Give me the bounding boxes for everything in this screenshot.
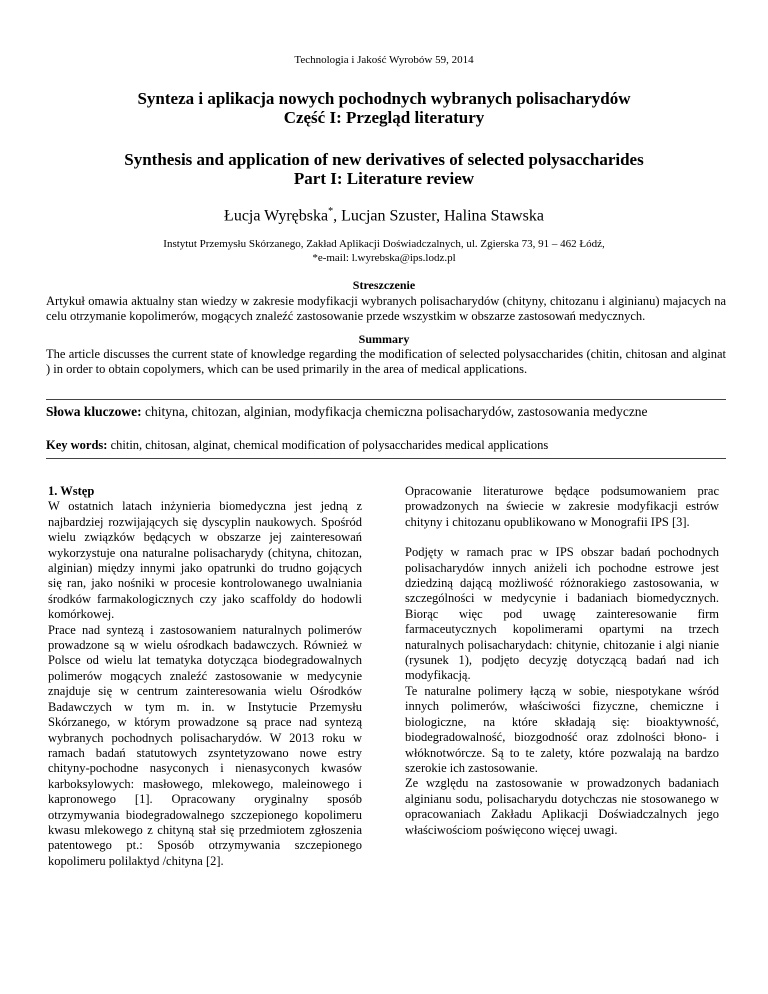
summary-text: The article discusses the current state of knowledge regarding the modification of selected polysaccharides (chitin, chitosan and alginat ) in order to obtain copolymers, which can be used primarily in the area of medical applications. <box>46 347 726 376</box>
title-polish-line2: Część I: Przegląd literatury <box>283 108 485 127</box>
right-paragraph-1: Opracowanie literaturowe będące podsumowaniem prac prowadzonych na świecie w zakresie modyfikacji estrów chityny i chitozanu opublikowano w Monografii IPS [3]. <box>405 484 719 529</box>
email-line: *e-mail: l.wyrebska@ips.lodz.pl <box>312 252 456 264</box>
running-header: Technologia i Jakość Wyrobów 59, 2014 <box>294 54 474 66</box>
corresponding-mark: * <box>328 206 334 217</box>
affiliation <box>0 237 768 265</box>
divider-bottom <box>46 458 726 459</box>
keywords-english <box>46 437 726 453</box>
affiliation-line: Instytut Przemysłu Skórzanego, Zakład Aplikacji Doświadczalnych, ul. Zgierska 73, 91 – 462 Łódź, <box>163 238 605 250</box>
keywords-polish-text: chityna, chitozan, alginian, modyfikacja chemiczna polisacharydów, zastosowania medyczne <box>141 404 648 419</box>
keywords-english-label: Key words: <box>46 438 108 452</box>
keywords-polish-label: Słowa kluczowe: <box>46 404 142 419</box>
title-english-line2: Part I: Literature review <box>293 169 475 188</box>
right-paragraph-3: Te naturalne polimery łączą w sobie, niespotykane wśród innych polimerów, właściwości fizyczne, chemiczne i biologiczne, na które składają się: bioaktywność, biodegradowalność, biozgodność oraz zdolności błono- i włóknotwórcze. Są to te zalety, które pozwalają na bardzo szerokie ich zastosowanie. <box>405 683 719 775</box>
title-polish-line1: Synteza i aplikacja nowych pochodnych wybranych polisacharydów <box>137 89 631 108</box>
summary-heading: Summary <box>358 332 410 346</box>
streszczenie-text: Artykuł omawia aktualny stan wiedzy w zakresie modyfikacji wybranych polisacharydów (chityny, chitozanu i alginianu) majacych na celu otrzymanie kopolimerów, mogących znaleźć zastosowanie przede wszystkim w obszarze zastosowań medycznych. <box>46 294 726 323</box>
authors <box>0 206 768 225</box>
intro-paragraph-2: Prace nad syntezą i zastosowaniem naturalnych polimerów prowadzone są w wielu ośrodkach badawczych. Również w Polsce od wielu lat tematyka dotycząca biodegradowalnych polimerów mogących znaleźć zastosowanie w medycynie znajduje się w centrum zainteresowania wielu Ośrodków Badawczych w tym m. in. w Instytucie Przemysłu Skórzanego, w którym prowadzone są prace nad syntezą wybranych pochodnych polisacharydów. W 2013 roku w ramach badań statutowych zsyntetyzowano nowe estry chityny-pochodne nasyconych i nienasyconych kwasów karboksylowych: masłowego, mlekowego, maleinowego i kapronowego [1]. Opracowany oryginalny sposób otrzymywania biodegradowalnego szczepionego kopolimeru kwasu mlekowego z chityną stał się przedmiotem zgłoszenia patentowego pt.: Sposób otrzymywania szczepionego kopolimeru polilaktyd /chityna [2]. <box>48 622 362 868</box>
streszczenie-heading: Streszczenie <box>352 278 416 292</box>
divider-top <box>46 399 726 400</box>
right-paragraph-4: Ze względu na zastosowanie w prowadzonych badaniach alginianu sodu, polisacharydu dotychczas nie stosowanego w opracowaniach Zakładu Aplikacji Doświadczalnych jego właściwościom poświęcono więcej uwagi. <box>405 776 719 837</box>
title-english-line1: Synthesis and application of new derivatives of selected polysaccharides <box>124 150 644 169</box>
author-first: Łucja Wyrębska <box>224 207 329 225</box>
right-column <box>405 484 719 838</box>
left-column <box>48 484 362 869</box>
intro-paragraph-1: W ostatnich latach inżynieria biomedyczna jest jedną z najbardziej rozwijających się dyscyplin naukowych. Spośród wielu związków będących w obszarze jej zainteresowań wykorzystuje ona naturalne polisacharydy (chityna, chitozan, alginian) między innymi jako opatrunki do trudno gojących się ran, jako nośniki w procesie kontrolowanego uwalniania środków farmakologicznych czy jako scaffoldy do hodowli komórkowej. <box>48 499 362 622</box>
section-title: 1. Wstęp <box>48 484 95 498</box>
title-polish <box>60 89 708 127</box>
right-paragraph-2: Podjęty w ramach prac w IPS obszar badań pochodnych polisacharydów innych aniżeli ich pochodne estrowe jest dziedziną dającą możliwość różnorakiego zastosowania, w szczególności w medycynie i badaniach biomedycznych. Biorąc więc pod uwagę zainteresowanie firm farmaceutycznych kopolimerami opartymi na trzech naturalnych polisacharydach: chitynie, chitozanie i algi nianie (rysunek 1), podjęto decyzję dotyczącą badań nad ich modyfikacją. <box>405 545 719 683</box>
paragraph-gap <box>405 530 719 545</box>
author-rest: , Lucjan Szuster, Halina Stawska <box>333 207 544 225</box>
title-english <box>60 150 708 188</box>
keywords-english-text: chitin, chitosan, alginat, chemical modification of polysaccharides medical applications <box>107 438 549 452</box>
keywords-polish <box>46 404 726 420</box>
